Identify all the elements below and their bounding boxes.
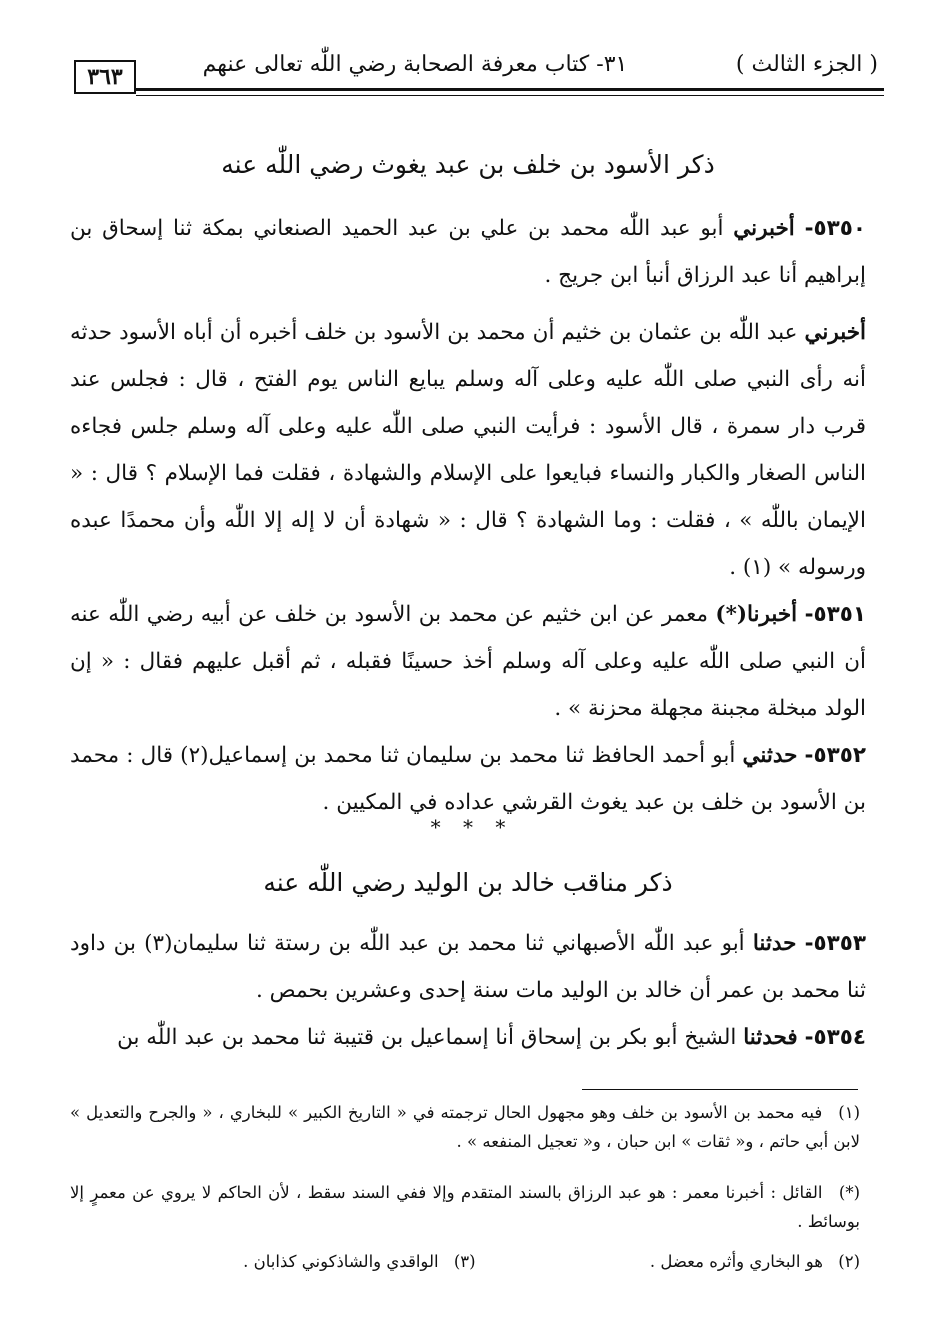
footnote-3 — [96, 1252, 475, 1271]
section-separator: * * * — [430, 815, 514, 839]
section-body-khalid — [70, 920, 866, 1061]
hadith-text: عبد اللّٰه بن عثمان بن خثيم أن محمد بن الأسود بن خلف أخبره أن أباه الأسود حدثه أنه رأى النبي صلى اللّٰه عليه وعلى آله وسلم يبايع الناس يوم الفتح ، قال : فجلس عند قرب دار سمرة ، قال الأسود : فرأيت النبي صلى اللّٰه عليه وعلى آله وسلم جلس فجاءه الناس الصغار والكبار والنساء فبايعوا على الإسلام والشهادة ، فقلت فما الإسلام ؟ قال : « الإيمان باللّٰه » ، فقلت : وما الشهادة ؟ قال : « شهادة أن لا إله إلا اللّٰه وأن محمدًا عبده ورسوله » (١) . — [70, 320, 866, 580]
hadith-number: ٥٣٥٣- — [804, 931, 866, 956]
footnote-1 — [70, 1098, 860, 1156]
hadith-text: أبو عبد اللّٰه محمد بن علي بن عبد الحميد الصنعاني بمكة ثنا إسحاق بن إبراهيم أنا عبد الرزاق أنبأ ابن جريج . — [70, 216, 866, 288]
footnote-rule — [582, 1089, 858, 1090]
section-body-aswad — [70, 205, 866, 826]
hadith-number: ٥٣٥٠- — [804, 216, 866, 241]
header-rule-thick — [136, 88, 884, 91]
part-label: ( الجزء الثالث ) — [735, 52, 878, 77]
narration-keyword: حدثنا — [752, 931, 797, 956]
hadith-5354 — [70, 1014, 866, 1061]
footnote-marker: (١) — [838, 1103, 860, 1122]
hadith-5351 — [70, 591, 866, 732]
hadith-5353 — [70, 920, 866, 1014]
hadith-text: الشيخ أبو بكر بن إسحاق أنا إسماعيل بن قتيبة ثنا محمد بن عبد اللّٰه بن — [117, 1025, 737, 1050]
chapter-title: ٣١- كتاب معرفة الصحابة رضي اللّٰه تعالى عنهم — [202, 52, 628, 77]
narration-keyword: حدثني — [742, 743, 798, 768]
hadith-text: أبو عبد اللّٰه الأصبهاني ثنا محمد بن عبد اللّٰه بن رستة ثنا سليمان(٣) بن داود ثنا محمد بن عمر أن خالد بن الوليد مات سنة إحدى وعشرين بحمص . — [70, 931, 866, 1003]
footnote-2 — [481, 1252, 860, 1271]
footnote-marker: (٢) — [838, 1252, 860, 1271]
hadith-number: ٥٣٥٢- — [804, 743, 866, 768]
narration-keyword: فحدثنا — [743, 1025, 798, 1050]
section-heading-khalid: ذكر مناقب خالد بن الوليد رضي اللّٰه عنه — [263, 868, 673, 897]
page-number: ٣٦٣ — [87, 64, 123, 90]
narration-keyword: أخبرني — [804, 320, 866, 345]
page-number-box — [74, 60, 136, 94]
footnote-row-2-3 — [70, 1252, 860, 1271]
hadith-5350-continued — [70, 309, 866, 591]
footnote-marker: (٣) — [453, 1252, 476, 1271]
hadith-number: ٥٣٥٤- — [804, 1025, 866, 1050]
footnote-marker: (*) — [838, 1183, 861, 1202]
header-rule-thin — [136, 95, 884, 96]
footnote-text: فيه محمد بن الأسود بن خلف وهو مجهول الحال ترجمته في « التاريخ الكبير » للبخاري ، « والجرح والتعديل » لابن أبي حاتم ، و« ثقات » ابن حبان ، و« تعجيل المنفعه » . — [70, 1103, 860, 1151]
hadith-5350 — [70, 205, 866, 299]
footnote-text: الواقدي والشاذكوني كذابان . — [243, 1252, 439, 1271]
hadith-5352 — [70, 732, 866, 826]
narration-keyword: أخبرني — [733, 216, 795, 241]
section-heading-aswad: ذكر الأسود بن خلف بن عبد يغوث رضي اللّٰه عنه — [221, 150, 715, 179]
hadith-text: أبو أحمد الحافظ ثنا محمد بن سليمان ثنا محمد بن إسماعيل(٢) قال : محمد بن الأسود بن خلف بن عبد يغوث القرشي عداده في المكيين . — [70, 743, 866, 815]
footnote-text: القائل : أخبرنا معمر : هو عبد الرزاق بالسند المتقدم وإلا ففي السند سقط ، لأن الحاكم لا يروي عن معمرٍ إلا بوسائط . — [70, 1183, 860, 1231]
hadith-text: معمر عن ابن خثيم عن محمد بن الأسود بن خلف عن أبيه رضي اللّٰه عنه أن النبي صلى اللّٰه عليه وعلى آله وسلم أخذ حسينًا فقبله ، ثم أقبل عليهم فقال : « إن الولد مبخلة مجبنة مجهلة محزنة » . — [70, 602, 866, 721]
footnote-star — [70, 1178, 860, 1236]
narration-keyword: أخبرنا(*) — [715, 602, 798, 627]
footnote-text: هو البخاري وأثره معضل . — [649, 1252, 823, 1271]
hadith-number: ٥٣٥١- — [804, 602, 866, 627]
